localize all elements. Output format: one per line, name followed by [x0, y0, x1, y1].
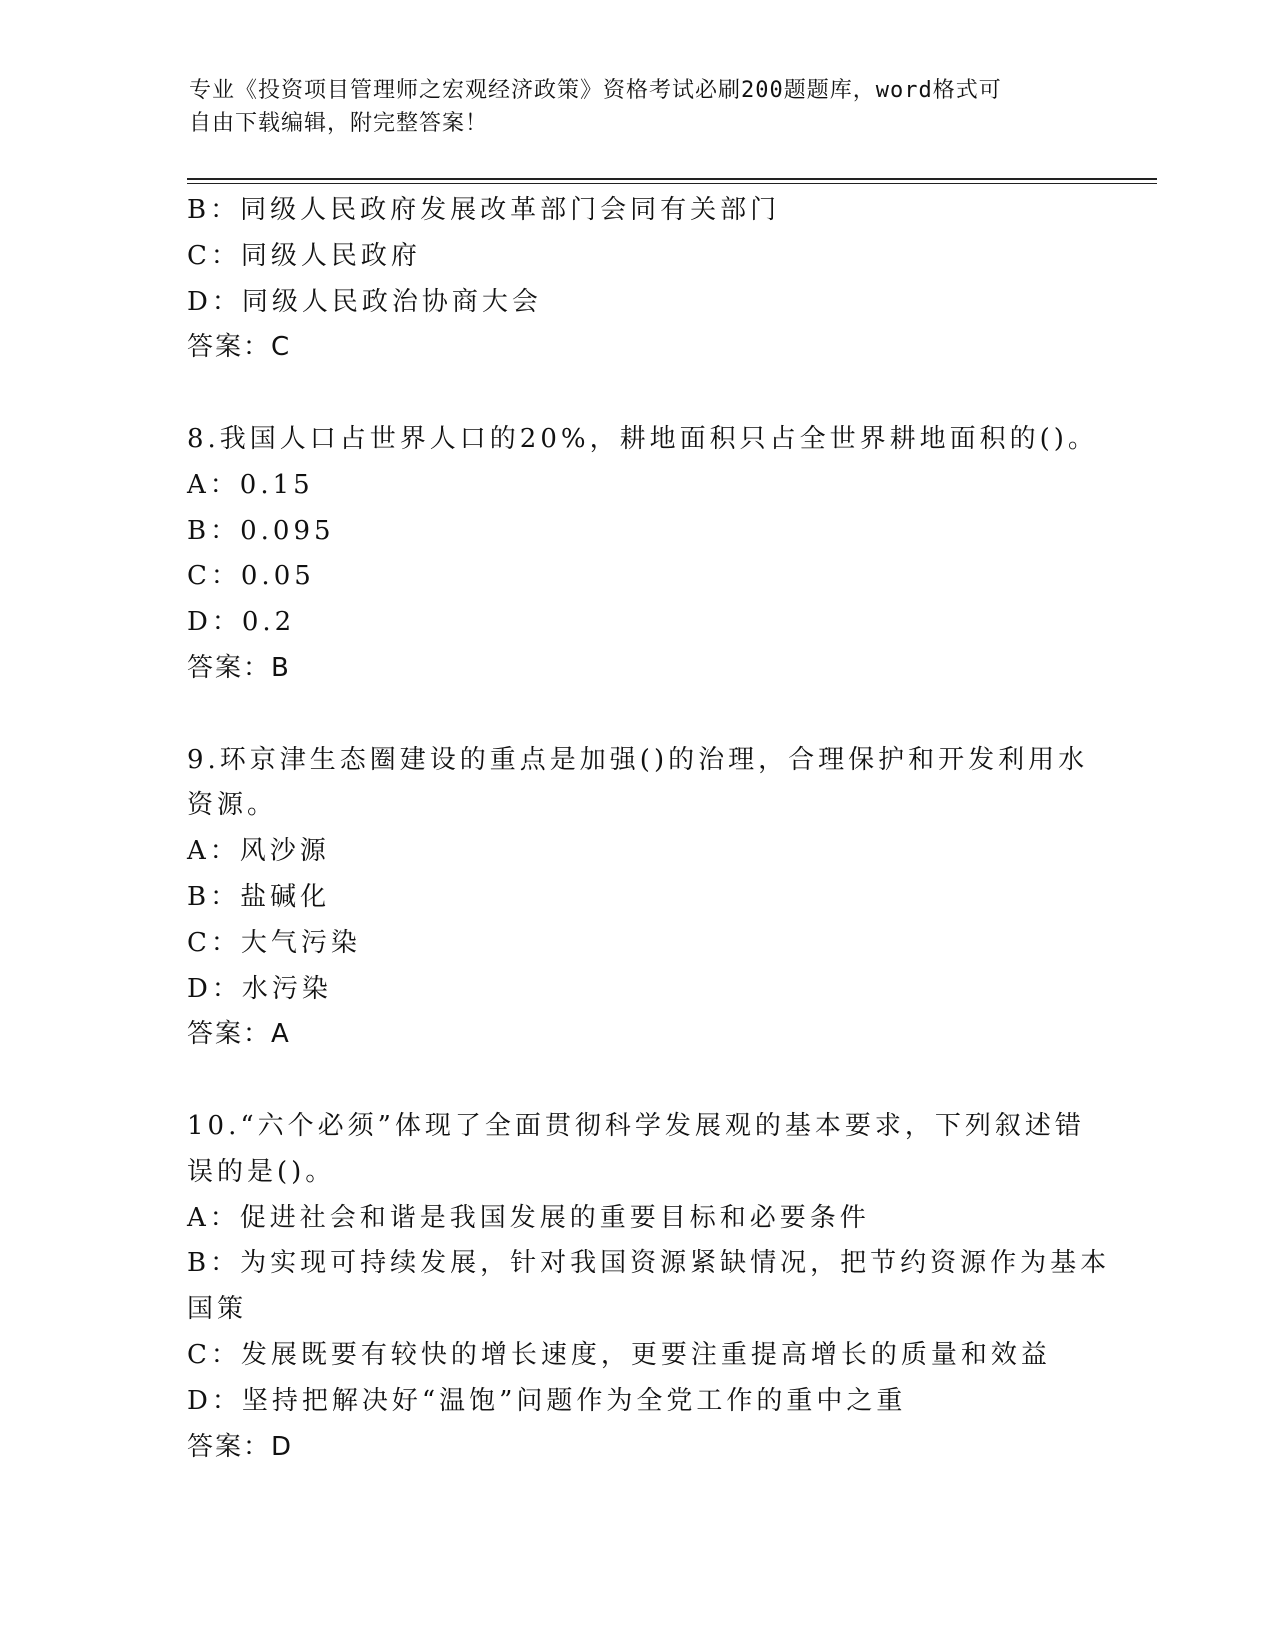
- header-divider-thin: [187, 183, 1157, 184]
- header-divider: [187, 178, 1157, 180]
- document-header: [189, 74, 1089, 140]
- question-7-continued: [187, 188, 1087, 371]
- option-c: C：发展既要有较快的增长速度，更要注重提高增长的质量和效益: [187, 1339, 1051, 1370]
- answer-label: 答案：D: [187, 1431, 294, 1462]
- question-stem: 10.“六个必须”体现了全面贯彻科学发展观的基本要求，下列叙述错: [187, 1110, 1085, 1141]
- question-stem: 8.我国人口占世界人口的20%，耕地面积只占全世界耕地面积的()。: [187, 423, 1098, 454]
- answer-label: 答案：A: [187, 1019, 291, 1050]
- option-c: C：大气污染: [187, 927, 361, 958]
- question-stem-continued: 误的是()。: [187, 1156, 336, 1187]
- option-b: B：为实现可持续发展，针对我国资源紧缺情况，把节约资源作为基本: [187, 1248, 1111, 1279]
- option-b: B：0.095: [187, 515, 335, 546]
- header-line-1: 专业《投资项目管理师之宏观经济政策》资格考试必刷200题题库，word格式可: [189, 78, 1002, 103]
- option-b: B：同级人民政府发展改革部门会同有关部门: [187, 195, 781, 225]
- option-a: A：风沙源: [187, 836, 330, 867]
- header-line-2: 自由下载编辑，附完整答案！: [189, 111, 489, 136]
- question-stem: 9.环京津生态圈建设的重点是加强()的治理，合理保护和开发利用水: [187, 744, 1089, 775]
- spacer: [187, 371, 1087, 417]
- option-c: C：同级人民政府: [187, 240, 421, 271]
- question-8: [187, 417, 1098, 692]
- question-list: [187, 188, 1111, 1470]
- spacer: [187, 692, 1087, 738]
- question-10: [187, 1104, 1111, 1470]
- question-9: [187, 738, 1087, 1059]
- option-d: D：同级人民政治协商大会: [187, 286, 542, 317]
- answer-label: 答案：B: [187, 652, 291, 683]
- option-d: D：0.2: [187, 607, 296, 638]
- answer-label: 答案：C: [187, 332, 292, 363]
- question-stem-continued: 资源。: [187, 790, 278, 821]
- option-a: A：促进社会和谐是我国发展的重要目标和必要条件: [187, 1202, 870, 1233]
- option-b-continued: 国策: [187, 1294, 248, 1325]
- option-c: C：0.05: [187, 561, 315, 592]
- spacer: [187, 1058, 1087, 1104]
- option-d: D：水污染: [187, 973, 332, 1004]
- option-d: D：坚持把解决好“温饱”问题作为全党工作的重中之重: [187, 1385, 907, 1416]
- option-a: A：0.15: [187, 469, 314, 500]
- option-b: B：盐碱化: [187, 881, 331, 912]
